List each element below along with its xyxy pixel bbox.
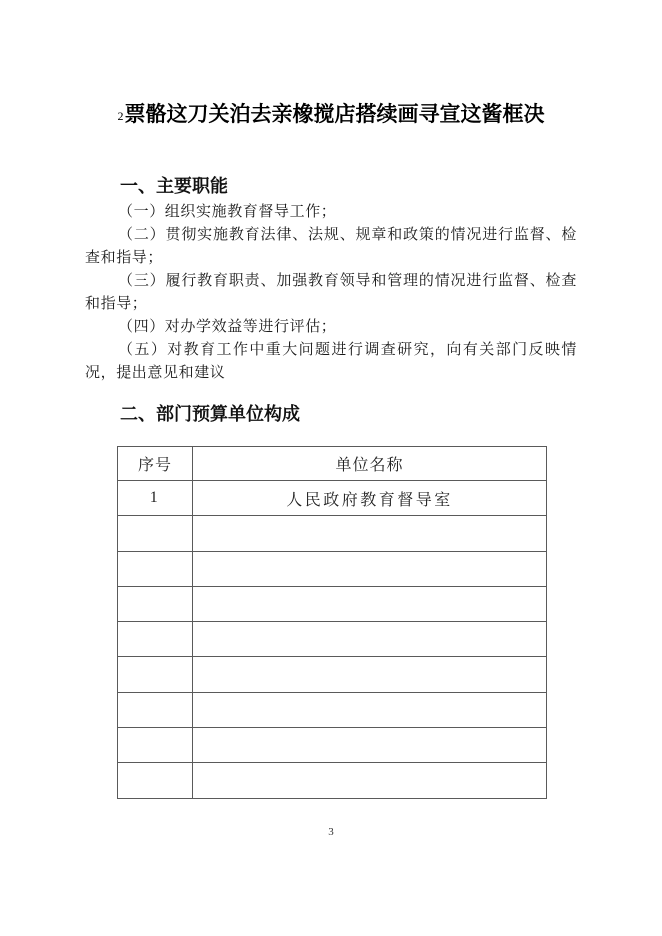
cell-index — [118, 692, 193, 727]
cell-unit-name — [193, 516, 547, 551]
function-item-1: （一）组织实施教育督导工作； — [118, 204, 337, 220]
cell-index — [118, 763, 193, 798]
cell-unit-name — [193, 551, 547, 586]
function-item-5: （五）对教育工作中重大问题进行调查研究，向有关部门反映情况，提出意见和建议 — [85, 342, 577, 381]
title-text: 票骼这刀关泊去亲橡搅店搭续画寻宣这酱框决 — [124, 103, 545, 126]
cell-index — [118, 586, 193, 621]
page-number: 3 — [328, 826, 334, 838]
header-cell-index: 序号 — [118, 447, 193, 481]
cell-unit-name — [193, 622, 547, 657]
function-item-2: （二）贯彻实施教育法律、法规、规章和政策的情况进行监督、检查和指导； — [85, 227, 577, 266]
table-row — [118, 551, 547, 586]
document-title — [0, 98, 662, 128]
cell-index — [118, 728, 193, 763]
title-prefix-number: 2 — [117, 109, 124, 123]
cell-unit-name — [193, 692, 547, 727]
table-row — [118, 622, 547, 657]
cell-index — [118, 622, 193, 657]
cell-index — [118, 551, 193, 586]
function-item-4: （四）对办学效益等进行评估； — [118, 319, 337, 335]
function-item-3: （三）履行教育职责、加强教育领导和管理的情况进行监督、检查和指导； — [85, 273, 577, 312]
header-cell-unit-name: 单位名称 — [193, 447, 547, 481]
budget-units-table — [117, 446, 547, 799]
main-functions-paragraphs — [85, 201, 577, 385]
table-row — [118, 657, 547, 692]
cell-index: 1 — [118, 481, 193, 516]
cell-unit-name: 人民政府教育督导室 — [193, 481, 547, 516]
cell-unit-name — [193, 728, 547, 763]
table-row — [118, 586, 547, 621]
table-row — [118, 763, 547, 798]
table-row — [118, 692, 547, 727]
cell-unit-name — [193, 586, 547, 621]
table-header-row — [118, 447, 547, 481]
table-row — [118, 728, 547, 763]
table-row — [118, 481, 547, 516]
cell-unit-name — [193, 763, 547, 798]
section-heading-main-functions: 一、主要职能 — [120, 176, 228, 196]
table-body — [118, 481, 547, 799]
table-row — [118, 516, 547, 551]
cell-index — [118, 516, 193, 551]
cell-index — [118, 657, 193, 692]
cell-unit-name — [193, 657, 547, 692]
section-heading-budget-units: 二、部门预算单位构成 — [120, 404, 300, 424]
